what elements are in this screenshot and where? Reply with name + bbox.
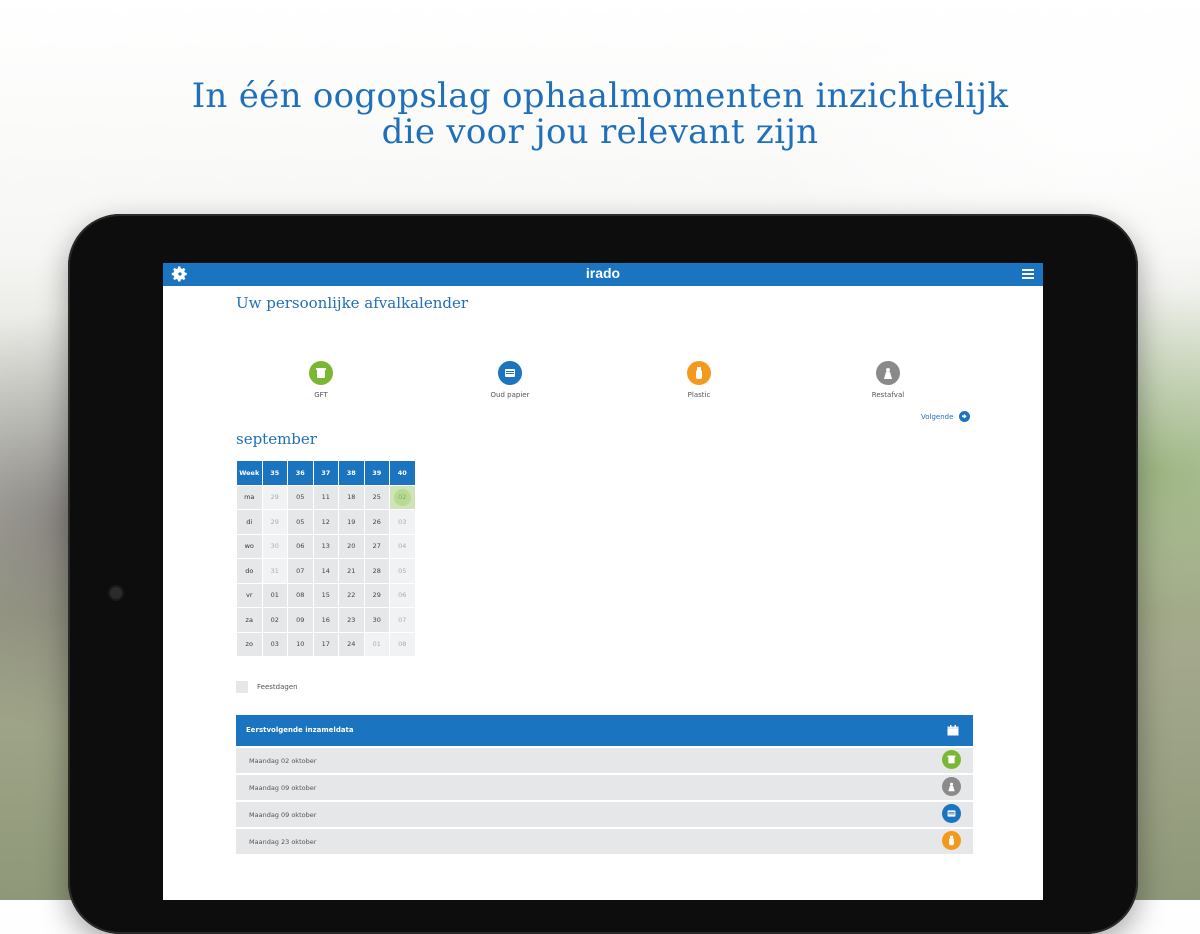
waste-type-restafval[interactable] (828, 361, 948, 399)
waste-type-label: GFT (314, 391, 328, 399)
calendar-row (237, 584, 415, 608)
collection-row[interactable] (236, 829, 973, 854)
calendar-cell[interactable]: 21 (339, 559, 364, 583)
collection-date: Maandag 23 oktober (249, 838, 317, 846)
calendar-cell[interactable]: 15 (314, 584, 339, 608)
legend-swatch (236, 681, 248, 693)
calendar-header-cell: 35 (263, 461, 288, 485)
waste-type-paper[interactable] (450, 361, 570, 399)
waste-type-plastic[interactable] (639, 361, 759, 399)
plastic-icon (942, 831, 961, 850)
waste-type-label: Restafval (871, 391, 905, 399)
calendar-row (237, 633, 415, 657)
upcoming-collections (236, 715, 973, 854)
hamburger-menu-icon[interactable] (1021, 267, 1035, 281)
calendar-cell[interactable]: 16 (314, 608, 339, 632)
calendar-cell[interactable]: 31 (263, 559, 288, 583)
calendar-cell[interactable]: 22 (339, 584, 364, 608)
calendar-cell[interactable]: 09 (288, 608, 313, 632)
calendar-cell[interactable]: 30 (263, 535, 288, 559)
collection-date: Maandag 09 oktober (249, 811, 317, 819)
calendar-cell[interactable]: 29 (365, 584, 390, 608)
calendar-cell[interactable]: 18 (339, 486, 364, 510)
calendar-header-row (237, 461, 415, 485)
collection-row[interactable] (236, 802, 973, 827)
weekday-label: za (237, 608, 262, 632)
page-title: Uw persoonlijke afvalkalender (236, 294, 469, 312)
calendar-cell[interactable]: 05 (288, 486, 313, 510)
weekday-label: wo (237, 535, 262, 559)
calendar-cell[interactable]: 06 (288, 535, 313, 559)
tablet-camera (110, 587, 122, 599)
calendar-cell-today[interactable] (390, 486, 415, 510)
waste-type-label: Plastic (687, 391, 711, 399)
waste-type-label: Oud papier (490, 391, 530, 399)
waste-type-gft[interactable] (261, 361, 381, 399)
calendar-cell[interactable]: 26 (365, 510, 390, 534)
calendar-row (237, 608, 415, 632)
app-screen (163, 263, 1043, 900)
calendar-cell[interactable]: 19 (339, 510, 364, 534)
weekday-label: ma (237, 486, 262, 510)
calendar-cell[interactable]: 30 (365, 608, 390, 632)
calendar-cell[interactable]: 03 (263, 633, 288, 657)
calendar-header-cell: 38 (339, 461, 364, 485)
restafval-icon (942, 777, 961, 796)
paper-icon (942, 804, 961, 823)
calendar-cell[interactable]: 20 (339, 535, 364, 559)
app-title: irado (585, 265, 621, 281)
calendar-row (237, 559, 415, 583)
collection-date: Maandag 02 oktober (249, 757, 317, 765)
weekday-label: di (237, 510, 262, 534)
calendar-icon[interactable] (947, 725, 959, 736)
collection-date: Maandag 09 oktober (249, 784, 317, 792)
today-marker: 02 (394, 489, 411, 506)
app-bar (163, 263, 1043, 286)
headline (0, 78, 1200, 150)
calendar-cell[interactable]: 14 (314, 559, 339, 583)
weekday-label: vr (237, 584, 262, 608)
calendar-cell[interactable]: 13 (314, 535, 339, 559)
calendar-cell[interactable]: 01 (263, 584, 288, 608)
calendar-cell[interactable]: 17 (314, 633, 339, 657)
calendar-header-cell: 37 (314, 461, 339, 485)
calendar-cell[interactable]: 27 (365, 535, 390, 559)
calendar-cell[interactable]: 05 (390, 559, 415, 583)
calendar-cell[interactable]: 10 (288, 633, 313, 657)
calendar-header-cell: 39 (365, 461, 390, 485)
calendar-cell[interactable]: 03 (390, 510, 415, 534)
collection-row[interactable] (236, 775, 973, 800)
calendar-cell[interactable]: 11 (314, 486, 339, 510)
legend-label: Feestdagen (257, 683, 298, 691)
calendar-cell[interactable]: 25 (365, 486, 390, 510)
calendar-cell[interactable]: 29 (263, 510, 288, 534)
upcoming-collections-header (236, 715, 973, 746)
calendar-cell[interactable]: 07 (390, 608, 415, 632)
calendar-cell[interactable]: 08 (390, 633, 415, 657)
calendar-cell[interactable]: 28 (365, 559, 390, 583)
calendar-header-cell: 36 (288, 461, 313, 485)
calendar-row (237, 535, 415, 559)
calendar-grid (236, 460, 416, 657)
month-title: september (236, 430, 317, 448)
calendar-header-cell: 40 (390, 461, 415, 485)
paper-icon (498, 361, 522, 385)
next-link-label: Volgende (921, 412, 954, 421)
calendar-row (237, 486, 415, 510)
calendar-cell[interactable]: 02 (263, 608, 288, 632)
calendar-cell[interactable]: 06 (390, 584, 415, 608)
calendar-cell[interactable]: 07 (288, 559, 313, 583)
calendar-cell[interactable]: 24 (339, 633, 364, 657)
headline-line-2: die voor jou relevant zijn (381, 112, 819, 152)
calendar-cell[interactable]: 29 (263, 486, 288, 510)
calendar-cell[interactable]: 01 (365, 633, 390, 657)
weekday-label: zo (237, 633, 262, 657)
collection-row[interactable] (236, 748, 973, 773)
headline-line-1: In één oogopslag ophaalmomenten inzichtelijk (191, 76, 1009, 116)
calendar-cell[interactable]: 05 (288, 510, 313, 534)
calendar-row (237, 510, 415, 534)
next-link[interactable] (921, 411, 970, 422)
calendar-header-cell: Week (237, 461, 262, 485)
gft-icon (942, 750, 961, 769)
plastic-icon (687, 361, 711, 385)
upcoming-collections-title: Eerstvolgende inzameldata (246, 726, 354, 734)
calendar-legend (236, 681, 298, 693)
gft-icon (309, 361, 333, 385)
calendar-cell[interactable]: 12 (314, 510, 339, 534)
restafval-icon (876, 361, 900, 385)
calendar-cell[interactable]: 08 (288, 584, 313, 608)
calendar-cell[interactable]: 04 (390, 535, 415, 559)
weekday-label: do (237, 559, 262, 583)
arrow-right-icon (959, 411, 970, 422)
calendar-cell[interactable]: 23 (339, 608, 364, 632)
